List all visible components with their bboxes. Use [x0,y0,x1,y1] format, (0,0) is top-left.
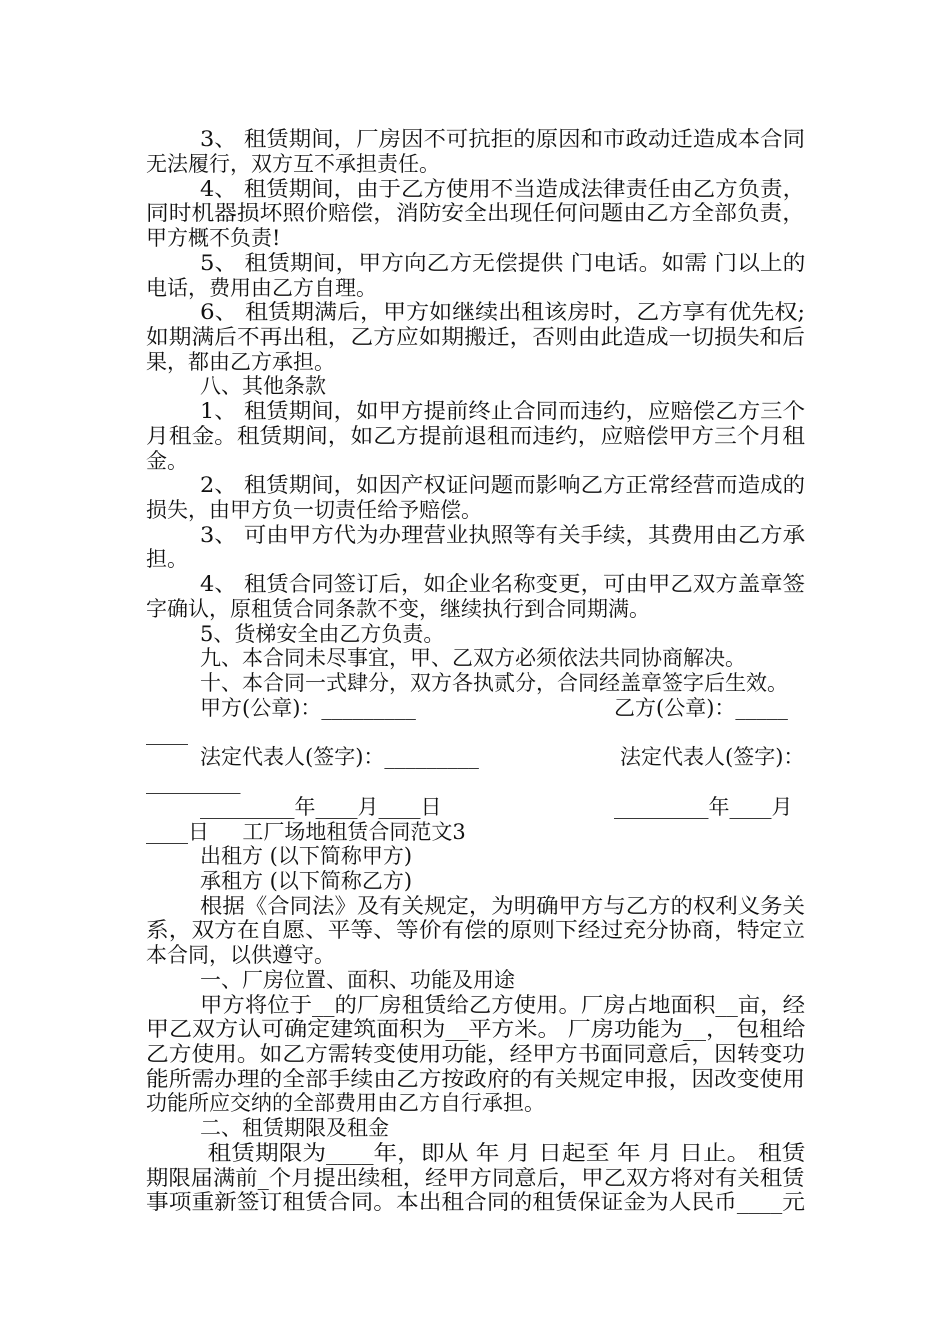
clause-8-3-line-1: 3、 可由甲方代为办理营业执照等有关手续，其费用由乙方承 [200,523,806,547]
preamble-line-1: 根据《合同法》及有关规定，为明确甲方与乙方的权利义务关 [200,894,805,918]
clause-8-1-line-1: 1、 租赁期间，如甲方提前终止合同而违约，应赔偿乙方三个 [200,399,806,423]
clause-7-3-line-1: 3、 租赁期间，厂房因不可抗拒的原因和市政动迁造成本合同 [200,127,806,151]
section-1-line-5: 功能所应交纳的全部费用由乙方自行承担。 [146,1091,545,1115]
party-b-seal-continuation: ____ [146,721,188,745]
clause-8-1-line-3: 金。 [146,449,188,473]
party-b-seal-line: 乙方(公章)：_____ [614,696,788,720]
clause-7-6-line-1: 6、 租赁期满后，甲方如继续出租该房时，乙方享有优先权; [200,300,806,324]
clause-8-3-line-2: 担。 [146,547,188,571]
clause-8-2-line-2: 损失，由甲方负一切责任给予赔偿。 [146,498,482,522]
clause-7-6-line-3: 果，都由乙方承担。 [146,350,335,374]
date-continuation-and-title: ____日 工厂场地租赁合同范文3 [146,820,466,844]
clause-7-5-line-1: 5、 租赁期间，甲方向乙方无偿提供 门电话。如需 门以上的 [200,251,806,275]
section-2-heading: 二、租赁期限及租金 [200,1116,389,1140]
clause-8-1-line-2: 月租金。租赁期间，如乙方提前退租而违约，应赔偿甲方三个月租 [146,424,805,448]
party-a-representative-line: 法定代表人(签字)：_________ [200,745,479,769]
clause-7-5-line-2: 电话，费用由乙方自理。 [146,276,377,300]
section-1-line-1: 甲方将位于__的厂房租赁给乙方使用。厂房占地面积__亩，经 [200,993,805,1017]
party-b-representative-line: 法定代表人(签字)： [620,745,805,769]
lessor-label: 出租方 (以下简称甲方) [200,844,413,868]
section-10: 十、本合同一式肆分，双方各执贰分，合同经盖章签字后生效。 [200,671,788,695]
clause-7-6-line-2: 如期满后不再出租，乙方应如期搬迁，否则由此造成一切损失和后 [146,325,805,349]
clause-8-2-line-1: 2、 租赁期间，如因产权证问题而影响乙方正常经营而造成的 [200,473,806,497]
section-1-line-2: 甲乙双方认可确定建筑面积为__平方米。 厂房功能为__， 包租给 [146,1017,806,1041]
section-2-line-2: 期限届满前_个月提出续租，经甲方同意后，甲乙双方将对有关租赁 [146,1166,805,1190]
clause-7-4-line-3: 甲方概不负责! [146,226,281,250]
section-9: 九、本合同未尽事宜，甲、乙双方必须依法共同协商解决。 [200,646,746,670]
party-b-representative-continuation: _________ [146,770,241,794]
section-1-line-3: 乙方使用。如乙方需转变使用功能，经甲方书面同意后，因转变功 [146,1042,805,1066]
section-8-heading: 八、其他条款 [200,374,326,398]
clause-8-5: 5、货梯安全由乙方负责。 [200,622,445,646]
clause-7-3-line-2: 无法履行，双方互不承担责任。 [146,152,440,176]
lessee-label: 承租方 (以下简称乙方) [200,869,413,893]
clause-7-4-line-1: 4、 租赁期间，由于乙方使用不当造成法律责任由乙方负责， [200,177,806,201]
clause-8-4-line-1: 4、 租赁合同签订后，如企业名称变更，可由甲乙双方盖章签 [200,572,806,596]
clause-8-4-line-2: 字确认，原租赁合同条款不变，继续执行到合同期满。 [146,597,650,621]
party-b-date-line: _________年____月 [614,795,793,819]
party-a-date-line: _________年____月____日 [200,795,442,819]
party-a-seal-line: 甲方(公章)：_________ [200,696,416,720]
section-2-line-1: 租赁期限为____年，即从 年 月 日起至 年 月 日止。 租赁 [200,1141,806,1165]
section-1-heading: 一、厂房位置、面积、功能及用途 [200,968,515,992]
clause-7-4-line-2: 同时机器损坏照价赔偿，消防安全出现任何问题由乙方全部负责， [146,201,805,225]
section-2-line-3: 事项重新签订租赁合同。本出租合同的租赁保证金为人民币____元 [146,1190,805,1214]
preamble-line-2: 系，双方在自愿、平等、等价有偿的原则下经过充分协商，特定立 [146,918,805,942]
section-1-line-4: 能所需办理的全部手续由乙方按政府的有关规定申报，因改变使用 [146,1067,805,1091]
preamble-line-3: 本合同，以供遵守。 [146,943,335,967]
